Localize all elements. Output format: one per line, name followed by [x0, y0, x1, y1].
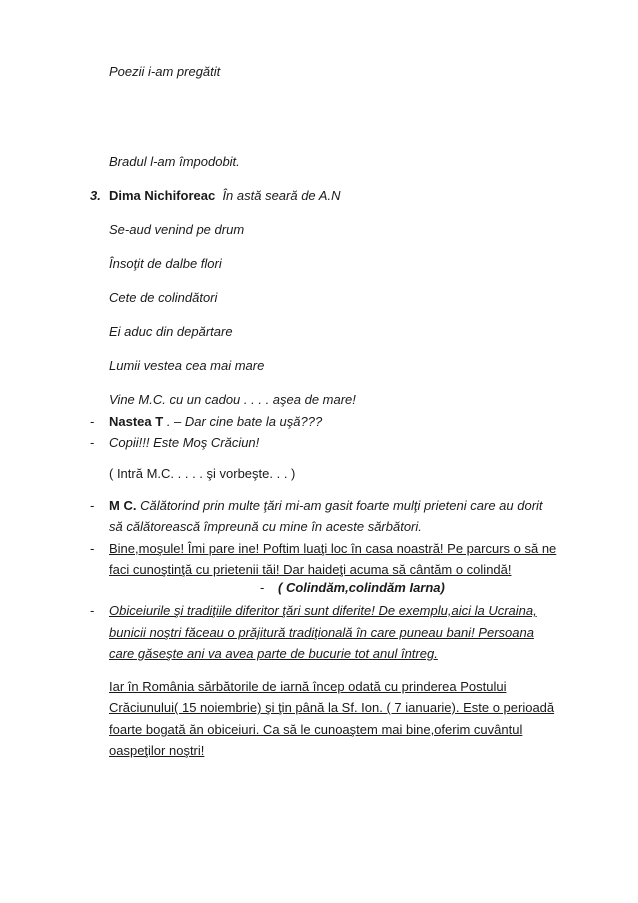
- poem-line: Se-aud venind pe drum: [109, 222, 245, 237]
- list-bullet: -: [90, 435, 95, 450]
- list-bullet: -: [90, 498, 95, 513]
- poem-line: Bradul l-am împodobit.: [109, 154, 240, 169]
- poem-line: Poezii i-am pregătit: [109, 64, 221, 79]
- list-bullet: -: [90, 414, 95, 429]
- paragraph-line: Crăciunului( 15 noiembrie) şi ţin până la Sf. Ion. ( 7 ianuarie). Este o perioadă: [109, 700, 555, 715]
- poem-line: În astă seară de A.N: [222, 188, 341, 203]
- section3-heading: [109, 188, 340, 204]
- list-bullet: -: [90, 603, 95, 618]
- speaker-name: Nastea T: [109, 414, 164, 429]
- dialogue-text: Bine,moşule! Îmi pare ine! Poftim luaţi loc în casa noastră! Pe parcurs o să ne: [109, 541, 557, 556]
- paragraph-line: Iar în România sărbătorile de iarnă încep odată cu prinderea Postului: [109, 679, 507, 694]
- song-title: ( Colindăm,colindăm Iarna): [278, 580, 445, 595]
- poem-line: Cete de colindători: [109, 290, 218, 305]
- dialogue-text: care găseşte ani va avea parte de bucurie tot anul întreg.: [109, 646, 438, 661]
- paragraph-line: oaspeţilor noştri!: [109, 743, 205, 758]
- dialogue-text: să călătorească împreună cu mine în aceste sărbători.: [109, 519, 422, 534]
- dialogue-text: Obiceiurile şi tradiţiile diferitor ţări sunt diferite! De exemplu,aici la Ucraina,: [109, 603, 537, 618]
- dialogue-nastea: [109, 414, 322, 430]
- dialogue-mc: [109, 498, 543, 514]
- dialogue-text: bunicii noştri făceau o prăjitură tradiţională în care puneau bani! Persoana: [109, 625, 534, 640]
- speaker-name: M C.: [109, 498, 137, 513]
- dialogue-text: Călătorind prin multe ţări mi-am gasit foarte mulţi prieteni care au dorit: [140, 498, 543, 513]
- dialogue-text: faci cunoştinţă cu prietenii tăi! Dar haideţi acuma să cântăm o colindă!: [109, 562, 512, 577]
- list-bullet: -: [90, 541, 95, 556]
- poem-line: Însoţit de dalbe flori: [109, 256, 222, 271]
- poem-line: Vine M.C. cu un cadou . . . . aşea de mare!: [109, 392, 356, 407]
- speaker-name: Dima Nichiforeac: [109, 188, 216, 203]
- dialogue-text: . – Dar cine bate la uşă???: [166, 414, 323, 429]
- poem-line: Lumii vestea cea mai mare: [109, 358, 265, 373]
- poem-line: Ei aduc din depărtare: [109, 324, 233, 339]
- paragraph-line: foarte bogată ăn obiceiuri. Ca să le cunoaştem mai bine,oferim cuvântul: [109, 722, 523, 737]
- dialogue-text: Copii!!! Este Moş Crăciun!: [109, 435, 260, 450]
- song-dash: -: [260, 580, 265, 595]
- stage-direction: ( Intră M.C. . . . . şi vorbeşte. . . ): [109, 466, 296, 481]
- section-number: 3.: [90, 188, 101, 203]
